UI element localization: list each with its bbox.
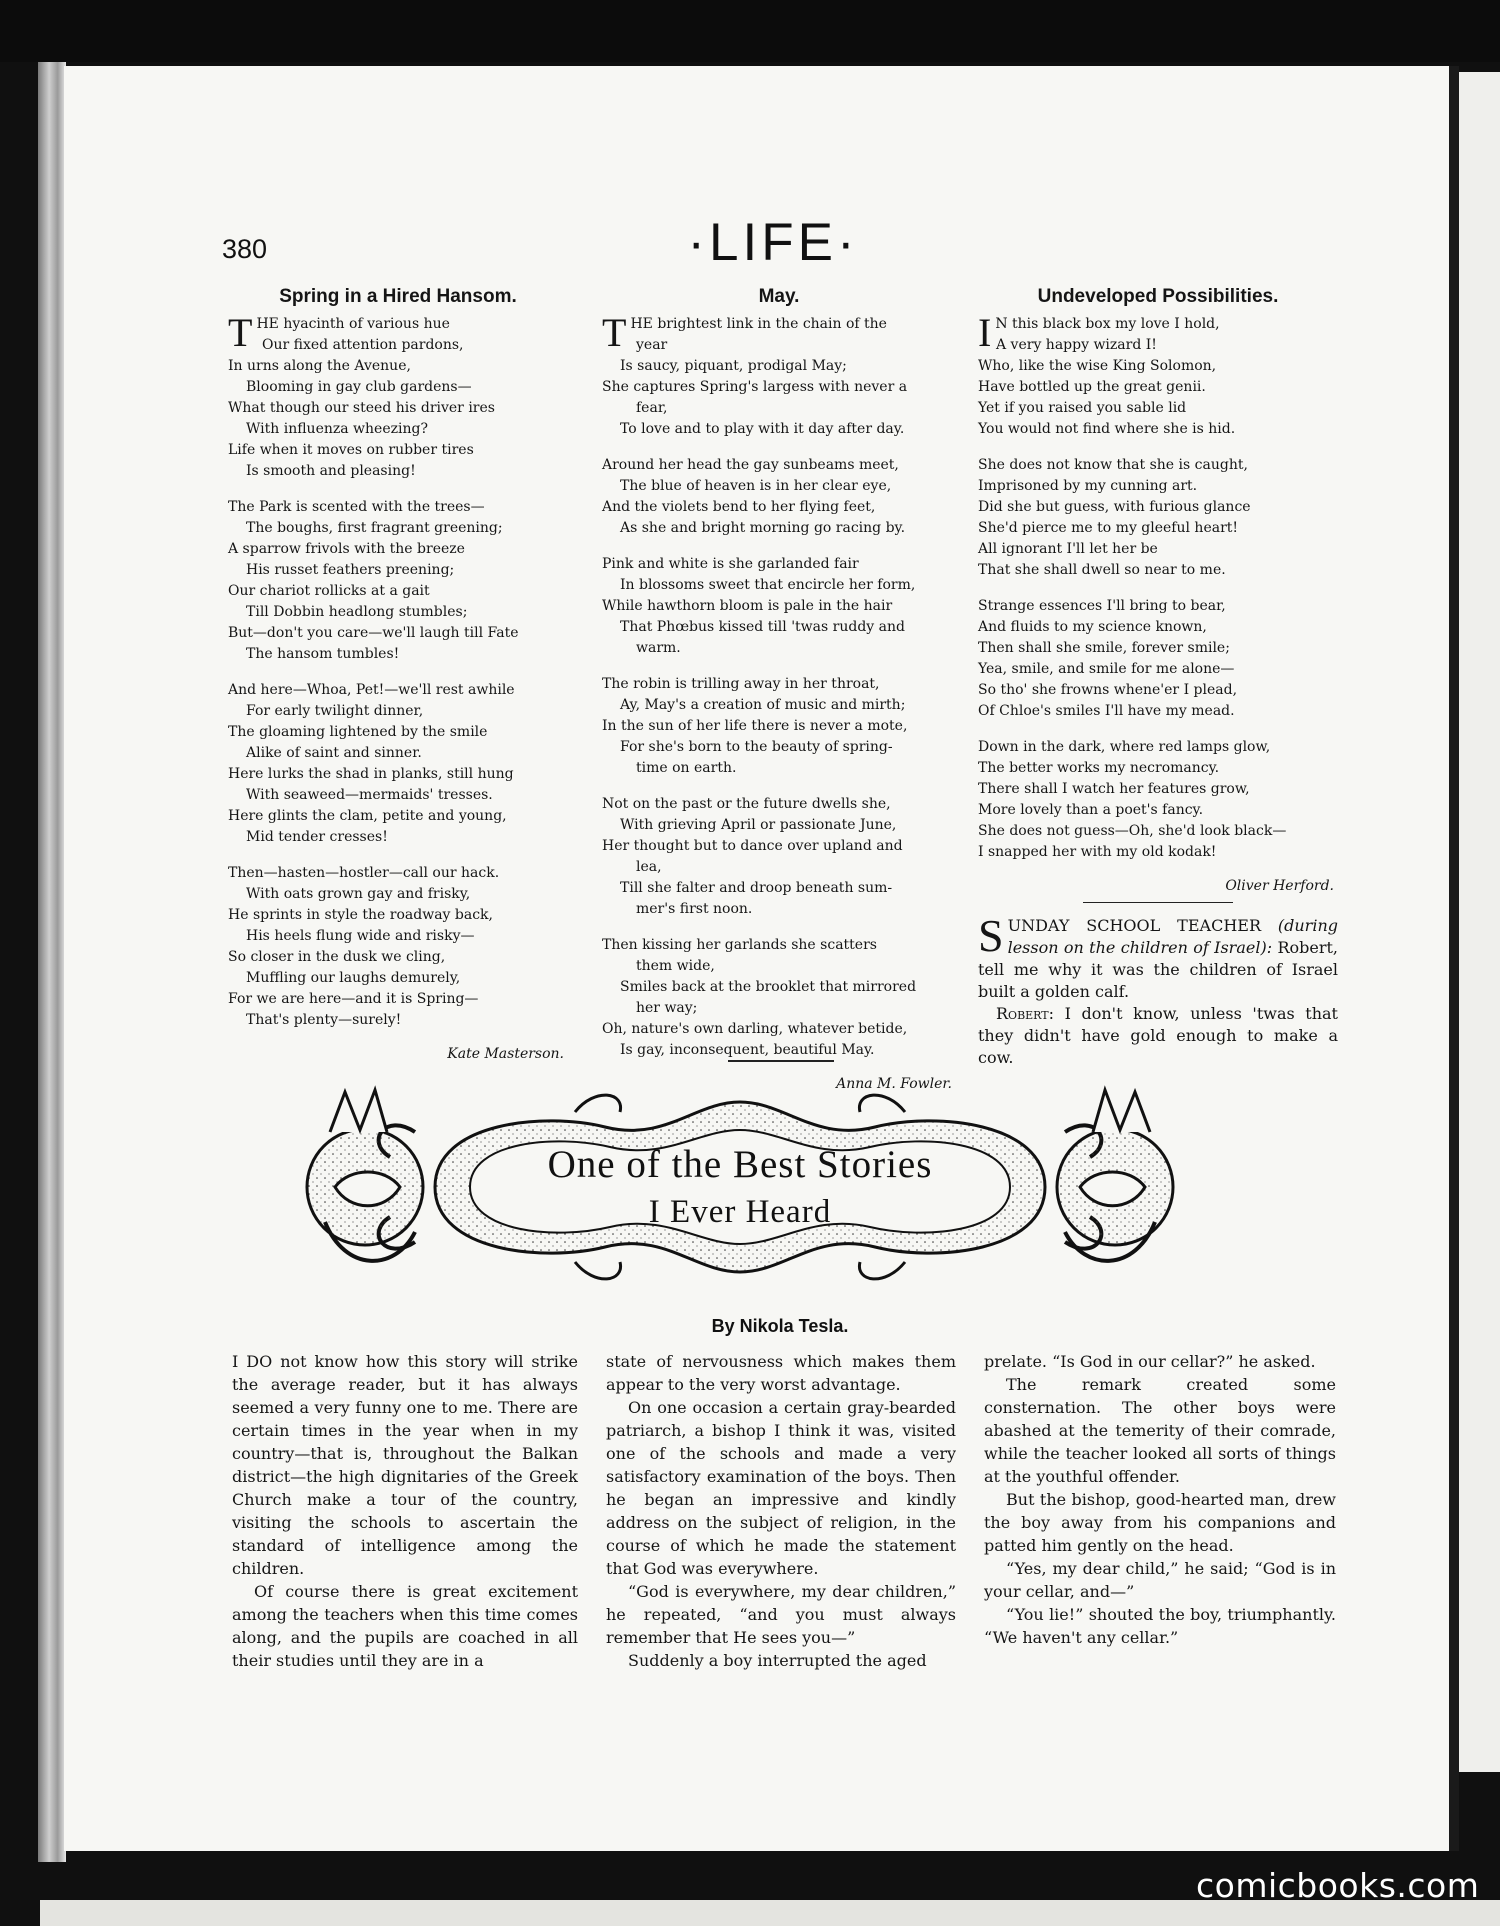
poem-line: her way;	[636, 1000, 698, 1016]
poem-title: Undeveloped Possibilities.	[1037, 286, 1279, 307]
poem-may	[602, 286, 956, 1092]
poem-line: For early twilight dinner,	[246, 703, 424, 719]
poem-line: Smiles back at the brooklet that mirrored	[620, 979, 917, 995]
poem-line: Strange essences I'll bring to bear,	[978, 598, 1226, 614]
anecdote-speaker: UNDAY SCHOOL TEACHER	[1007, 916, 1261, 935]
poem-line: Till Dobbin headlong stumbles;	[246, 604, 468, 620]
article-paragraph: “Yes, my dear child,” he said; “God is in your cellar, and—”	[984, 1559, 1336, 1601]
poem-line: Have bottled up the great genii.	[978, 379, 1206, 395]
poem-undeveloped-possibilities	[978, 286, 1338, 1069]
section-divider	[728, 1060, 834, 1062]
article-column-3	[984, 1350, 1336, 1649]
poem-line: In blossoms sweet that encircle her form,	[620, 577, 916, 593]
poem-line: So closer in the dusk we cling,	[228, 949, 446, 965]
poem-line: Around her head the gay sunbeams meet,	[602, 457, 899, 473]
poem-line: In urns along the Avenue,	[228, 358, 411, 374]
stanza	[602, 310, 956, 440]
poem-line: year	[636, 337, 668, 353]
poem-body	[602, 310, 956, 1061]
article-paragraph: The remark created some consternation. The other boys were abashed at the temerity of their comrade, while the teacher looked all sorts of things at the youthful offender.	[984, 1375, 1336, 1486]
poem-line: While hawthorn bloom is pale in the hair	[602, 598, 893, 614]
stanza	[602, 674, 956, 779]
stanza	[228, 680, 568, 848]
facing-page-edge	[1459, 72, 1500, 1772]
poem-line: Mid tender cresses!	[246, 829, 388, 845]
poem-line: For we are here—and it is Spring—	[228, 991, 479, 1007]
poem-line: Here lurks the shad in planks, still hung	[228, 766, 514, 782]
anecdote-question: Robert, tell me why it was the children of Israel built a golden calf.	[978, 938, 1339, 1001]
article-paragraph: But the bishop, good-hearted man, drew the boy away from his companions and patted him gently on the head.	[984, 1490, 1336, 1555]
poem-line: A sparrow frivols with the breeze	[228, 541, 465, 557]
poem-line: She does not guess—Oh, she'd look black—	[978, 823, 1287, 839]
stanza	[228, 497, 568, 665]
poem-line: Here glints the clam, petite and young,	[228, 808, 507, 824]
poem-line: And fluids to my science known,	[978, 619, 1207, 635]
poem-line: Then kissing her garlands she scatters	[602, 937, 877, 953]
poem-line: Blooming in gay club gardens—	[246, 379, 472, 395]
poem-line: That Phœbus kissed till 'twas ruddy and	[620, 619, 905, 635]
poem-line: The hansom tumbles!	[246, 646, 400, 662]
poem-line: As she and bright morning go racing by.	[620, 520, 906, 536]
poem-line: His russet feathers preening;	[246, 562, 455, 578]
poem-line: HE brightest link in the chain of the	[630, 316, 887, 332]
poem-line: I snapped her with my old kodak!	[978, 844, 1217, 860]
binding-gutter	[1449, 66, 1459, 1851]
poem-line: warm.	[636, 640, 681, 656]
poem-line: And here—Whoa, Pet!—we'll rest awhile	[228, 682, 515, 698]
poem-line: Is saucy, piquant, prodigal May;	[620, 358, 847, 374]
page-number: 380	[222, 234, 268, 264]
poem-line: Alike of saint and sinner.	[246, 745, 422, 761]
ornate-title-banner	[275, 1072, 1205, 1302]
poem-line: She captures Spring's largess with never a	[602, 379, 908, 395]
poem-line: Ay, May's a creation of music and mirth;	[620, 697, 906, 713]
stanza	[602, 554, 956, 659]
stanza	[228, 863, 568, 1031]
article-column-2	[606, 1350, 956, 1672]
poem-line: With grieving April or passionate June,	[620, 817, 897, 833]
drop-cap: T	[602, 310, 627, 355]
article-paragraph: “God is everywhere, my dear children,” he repeated, “and you must always remember that He sees you—”	[606, 1582, 956, 1647]
poem-line: She does not know that she is caught,	[978, 457, 1248, 473]
anecdote-sunday-school: SUNDAY SCHOOL TEACHER (during lesson on the children of Israel): Robert, tell me why it was the children of Israel built a golden calf. Robert: I don't know, unless 'twas that they didn't have gold enough to make a cow.	[978, 910, 1339, 1067]
page-stack-edge	[38, 62, 66, 1862]
poem-line: Is gay, inconsequent, beautiful May.	[620, 1042, 875, 1058]
poem-line: HE hyacinth of various hue	[256, 316, 450, 332]
reply-speaker: Robert	[996, 1004, 1049, 1023]
poem-line: lea,	[636, 859, 662, 875]
poem-line: In the sun of her life there is never a mote,	[602, 718, 908, 734]
poem-line: Yea, smile, and smile for me alone—	[978, 661, 1235, 677]
poem-title: Spring in a Hired Hansom.	[279, 286, 517, 307]
poem-body	[978, 310, 1338, 863]
poem-line: A very happy wizard I!	[996, 337, 1157, 353]
poem-line: Our fixed attention pardons,	[262, 337, 464, 353]
stanza	[978, 455, 1338, 581]
poem-line: More lovely than a poet's fancy.	[978, 802, 1204, 818]
poem-line: Imprisoned by my cunning art.	[978, 478, 1198, 494]
stanza	[978, 737, 1338, 863]
poem-line: But—don't you care—we'll laugh till Fate	[228, 625, 519, 641]
article-paragraph: prelate. “Is God in our cellar?” he asked.	[984, 1352, 1316, 1371]
article-column-1	[232, 1350, 578, 1672]
poem-line: Not on the past or the future dwells she,	[602, 796, 891, 812]
poem-line: The better works my necromancy.	[978, 760, 1220, 776]
poem-line: What though our steed his driver ires	[228, 400, 495, 416]
poem-line: Oh, nature's own darling, whatever betide,	[602, 1021, 908, 1037]
stanza	[978, 596, 1338, 722]
poem-line: time on earth.	[636, 760, 737, 776]
stanza	[602, 455, 956, 539]
scan-border-top	[0, 0, 1500, 62]
watermark: comicbooks.com	[1196, 1866, 1480, 1905]
poem-line: And the violets bend to her flying feet,	[602, 499, 876, 515]
drop-cap: I	[978, 310, 992, 355]
poem-title: May.	[758, 286, 800, 307]
poem-line: There shall I watch her features grow,	[978, 781, 1250, 797]
poem-line: Muffling our laughs demurely,	[246, 970, 461, 986]
article-paragraph: “You lie!” shouted the boy, triumphantly. “We haven't any cellar.”	[984, 1605, 1336, 1647]
poem-line: Pink and white is she garlanded fair	[602, 556, 859, 572]
poem-line: That she shall dwell so near to me.	[978, 562, 1226, 578]
poem-line: Till she falter and droop beneath sum-	[620, 880, 893, 896]
poem-line: With influenza wheezing?	[246, 421, 428, 437]
poem-line: For she's born to the beauty of spring-	[620, 739, 893, 755]
article-paragraph: state of nervousness which makes them appear to the very worst advantage.	[606, 1352, 956, 1394]
poem-body	[228, 310, 568, 1031]
poem-line: So tho' she frowns whene'er I plead,	[978, 682, 1238, 698]
article-paragraph: On one occasion a certain gray-bearded patriarch, a bishop I think it was, visited one of the schools and made a very satisfactory examination of the boys. Then he began an impressive and kindly address on the subject of religion, in the course of which he made the statement that God was everywhere.	[606, 1398, 956, 1578]
poem-line: them wide,	[636, 958, 715, 974]
poem-line: With seaweed—mermaids' tresses.	[246, 787, 493, 803]
poem-line: You would not find where she is hid.	[978, 421, 1236, 437]
poem-line: Then—hasten—hostler—call our hack.	[228, 865, 500, 881]
poem-author: Kate Masterson.	[447, 1046, 564, 1062]
stanza	[978, 310, 1338, 440]
poem-author: Anna M. Fowler.	[836, 1076, 952, 1092]
article-paragraph: Suddenly a boy interrupted the aged	[628, 1651, 927, 1670]
poem-spring-hansom	[228, 286, 568, 1062]
drop-cap: T	[228, 310, 253, 355]
poem-line: Our chariot rollicks at a gait	[228, 583, 430, 599]
stanza	[602, 935, 956, 1061]
poem-line: mer's first noon.	[636, 901, 753, 917]
poem-line: The boughs, first fragrant greening;	[246, 520, 503, 536]
poem-line: The gloaming lightened by the smile	[228, 724, 488, 740]
poem-line: The blue of heaven is in her clear eye,	[620, 478, 892, 494]
banner-ornament-svg	[275, 1072, 1205, 1302]
poem-line: To love and to play with it day after day.	[620, 421, 905, 437]
poem-line: Did she but guess, with furious glance	[978, 499, 1251, 515]
poem-line: Yet if you raised you sable lid	[978, 400, 1187, 416]
poem-line: He sprints in style the roadway back,	[228, 907, 493, 923]
poem-line: Who, like the wise King Solomon,	[978, 358, 1217, 374]
poem-line: N this black box my love I hold,	[995, 316, 1220, 332]
poem-line: Down in the dark, where red lamps glow,	[978, 739, 1271, 755]
banner-title-line-2: I Ever Heard	[648, 1194, 832, 1230]
poem-author: Oliver Herford.	[1225, 878, 1334, 894]
poem-line: Then shall she smile, forever smile;	[978, 640, 1230, 656]
poem-line: The robin is trilling away in her throat,	[602, 676, 880, 692]
article-paragraph: I DO not know how this story will strike the average reader, but it has always seemed a very funny one to me. There are certain times in the year when in my country—that is, throughout the Balkan district—the high dignitaries of the Greek Church make a tour of the country, visiting the schools to ascertain the standard of intelligence among the children.	[232, 1352, 578, 1578]
stanza	[228, 310, 568, 482]
masthead-life: ·LIFE·	[687, 213, 859, 272]
poem-line: Is smooth and pleasing!	[246, 463, 416, 479]
banner-title-line-1: One of the Best Stories	[547, 1143, 933, 1186]
poem-line: fear,	[636, 400, 668, 416]
article-byline: By Nikola Tesla.	[711, 1316, 849, 1336]
poem-line: That's plenty—surely!	[246, 1012, 402, 1028]
drop-cap: S	[978, 910, 1004, 961]
article-paragraph: Of course there is great excitement among the teachers when this time comes along, and the pupils are coached in all their studies until they are in a	[232, 1582, 578, 1670]
poem-line: The Park is scented with the trees—	[228, 499, 485, 515]
poem-line: Of Chloe's smiles I'll have my mead.	[978, 703, 1235, 719]
stanza	[602, 794, 956, 920]
anecdote-reply: I don't know, unless 'twas that they didn't have gold enough to make a cow.	[978, 1004, 1338, 1067]
divider	[1083, 902, 1233, 903]
poem-line: She'd pierce me to my gleeful heart!	[978, 520, 1239, 536]
poem-line: Her thought but to dance over upland and	[602, 838, 903, 854]
poem-line: With oats grown gay and frisky,	[246, 886, 471, 902]
poem-line: Life when it moves on rubber tires	[228, 442, 474, 458]
anecdote-stage: (during lesson on the children of Israel):	[1007, 916, 1338, 957]
poem-line: His heels flung wide and risky—	[246, 928, 475, 944]
poem-line: All ignorant I'll let her be	[978, 541, 1158, 557]
